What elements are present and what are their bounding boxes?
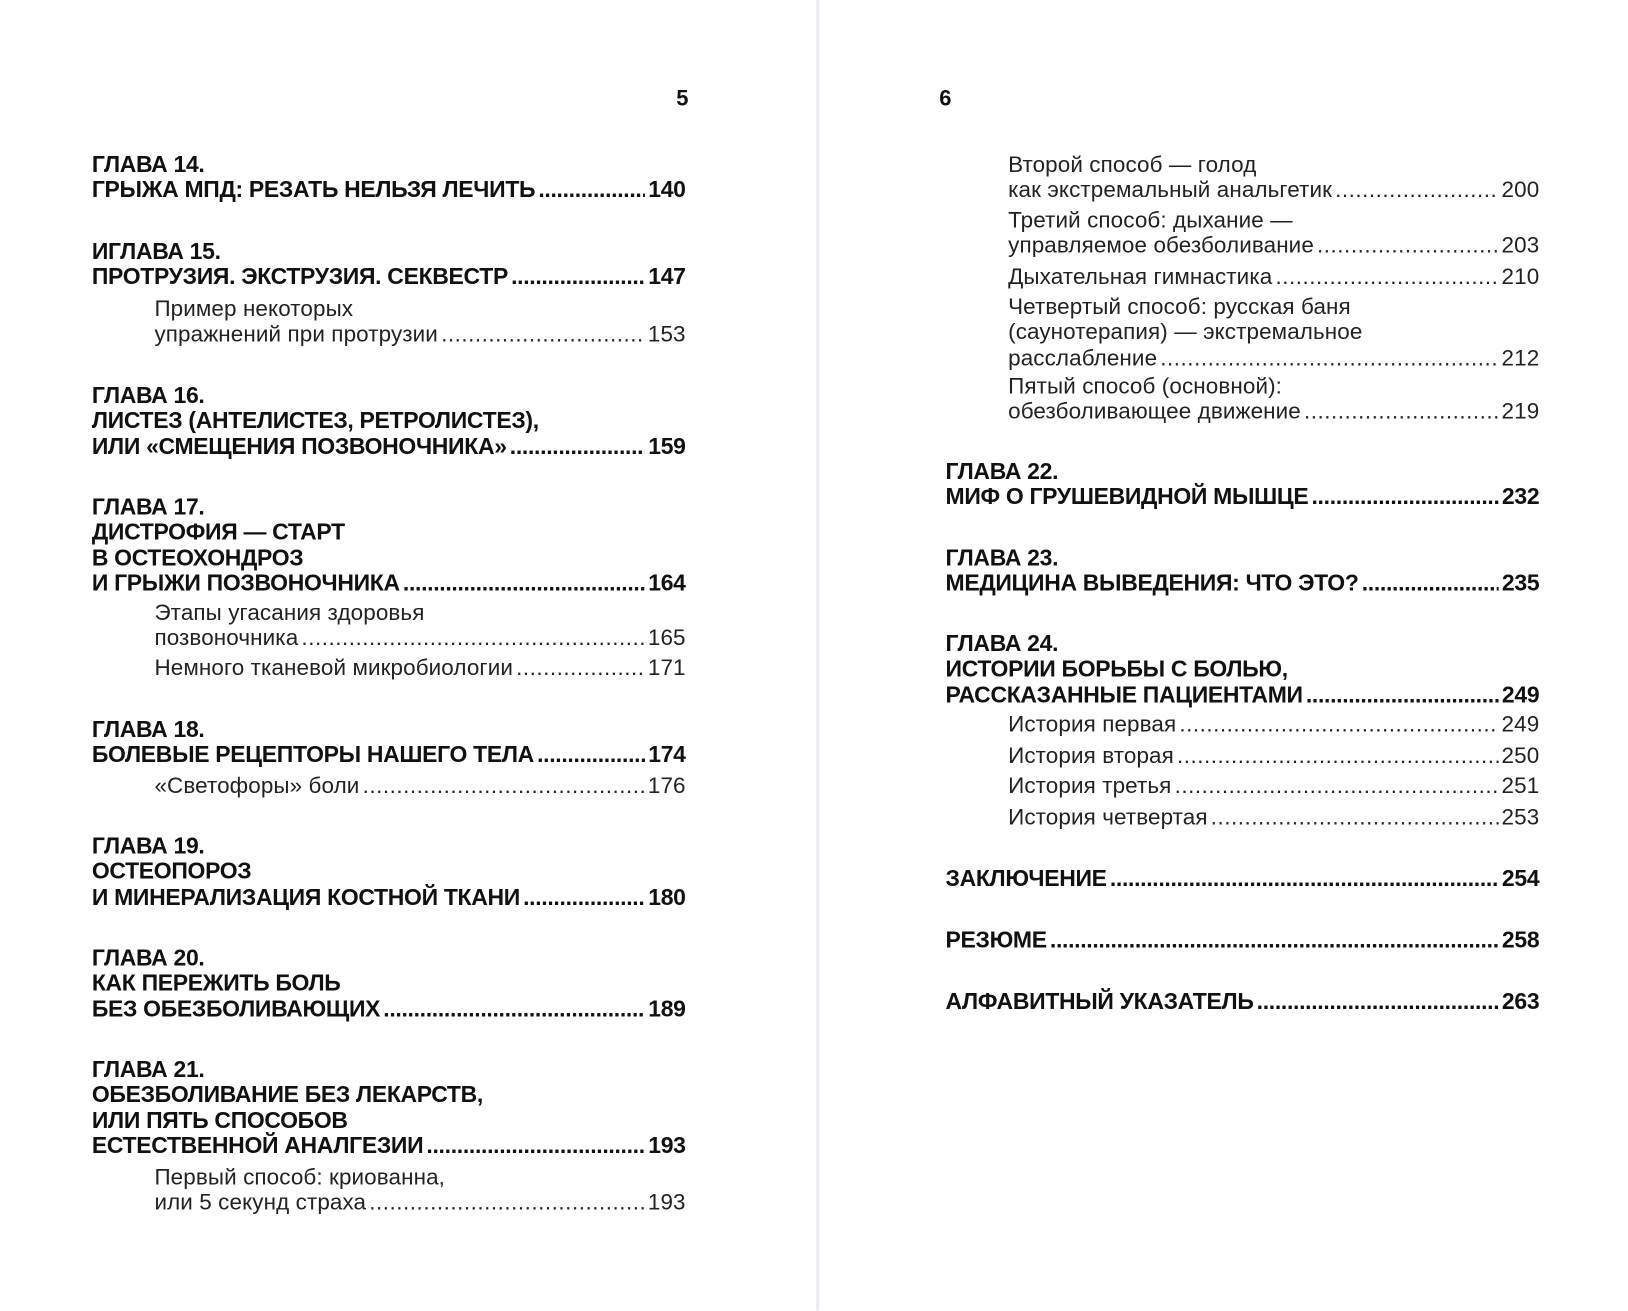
toc-entry-last-line — [1008, 712, 1539, 737]
toc-entry-title-line: упражнений при протрузии — [154, 321, 438, 347]
toc-entry-last-line — [92, 571, 686, 596]
toc-page-number: 263 — [1501, 988, 1540, 1015]
toc-entry-title-line: БОЛЕВЫЕ РЕЦЕПТОРЫ НАШЕГО ТЕЛА — [91, 741, 534, 768]
toc-entry-title-line: ИСТОРИИ БОРЬБЫ С БОЛЬЮ, — [945, 655, 1288, 682]
toc-entry-title-line: ГЛАВА 18. — [91, 715, 205, 742]
toc-page-number: 174 — [648, 741, 686, 768]
toc-entry-last-line — [92, 996, 686, 1021]
toc-sub-entry[interactable] — [1008, 805, 1539, 830]
toc-entry-title-line: ИЛИ ПЯТЬ СПОСОБОВ — [91, 1106, 348, 1133]
toc-chapter-entry[interactable] — [946, 631, 1540, 707]
toc-entry-last-line — [154, 773, 685, 798]
toc-chapter-entry[interactable] — [92, 946, 686, 1022]
toc-page-number: 254 — [1501, 865, 1540, 892]
dot-leader — [538, 178, 645, 203]
toc-entry-title-line: ГЛАВА 24. — [945, 630, 1059, 657]
toc-entry-title-line: И ГРЫЖИ ПОЗВОНОЧНИКА — [91, 569, 400, 596]
toc-entry-last-line — [154, 625, 685, 650]
toc-entry-title-line: ГЛАВА 17. — [91, 493, 205, 520]
dot-leader — [369, 1190, 644, 1215]
toc-entry-last-line — [946, 485, 1540, 510]
toc-entry-last-line — [92, 885, 686, 910]
toc-entry-title-line: История третья — [1008, 773, 1172, 799]
toc-entry-title-line: РАССКАЗАННЫЕ ПАЦИЕНТАМИ — [945, 681, 1303, 708]
toc-entry-last-line — [92, 742, 686, 767]
toc-entry-title-line: ГЛАВА 14. — [91, 151, 205, 178]
toc-entry-title-line: управляемое обезболивание — [1008, 233, 1314, 259]
toc-entry-title-line: ЕСТЕСТВЕННОЙ АНАЛГЕЗИИ — [91, 1132, 424, 1159]
toc-page-number: 189 — [648, 995, 686, 1022]
toc-entry-title-line: ГЛАВА 20. — [91, 944, 205, 971]
dot-leader — [441, 322, 645, 347]
toc-entry-title-line: Дыхательная гимнастика — [1008, 264, 1273, 290]
dot-leader — [1362, 571, 1499, 596]
dot-leader — [1304, 399, 1498, 424]
toc-sub-entry[interactable] — [1008, 712, 1539, 737]
dot-leader — [510, 434, 645, 459]
toc-page-number: 164 — [648, 569, 686, 596]
toc-entry-title-line: ГЛАВА 19. — [91, 832, 205, 859]
toc-sub-entry[interactable] — [154, 655, 685, 680]
toc-entry-last-line — [946, 928, 1540, 953]
toc-page-number: 159 — [648, 432, 686, 459]
dot-leader — [516, 655, 645, 680]
toc-sub-entry[interactable] — [154, 296, 685, 347]
toc-entry-title-line: или 5 секунд страха — [154, 1190, 367, 1216]
toc-entry-title-line: Третий способ: дыхание — — [1008, 207, 1293, 233]
toc-entry-last-line — [92, 178, 686, 203]
toc-page-number: 203 — [1501, 233, 1540, 259]
toc-entry-last-line — [1008, 805, 1539, 830]
dot-leader — [1306, 682, 1499, 707]
toc-entry-title-line: ИГЛАВА 15. — [91, 237, 221, 265]
toc-entry-title-line: Четвертый способ: русская баня — [1008, 294, 1351, 320]
toc-entry-last-line — [92, 1133, 686, 1158]
toc-entry-last-line — [92, 264, 686, 289]
toc-entry-title-line: ИЛИ «СМЕЩЕНИЯ ПОЗВОНОЧНИКА» — [91, 432, 507, 459]
toc-sub-entry[interactable] — [1008, 743, 1539, 768]
toc-page-number: 180 — [648, 883, 686, 910]
toc-entry-title-line: БЕЗ ОБЕЗБОЛИВАЮЩИХ — [91, 995, 381, 1022]
toc-page-number: 171 — [647, 655, 686, 681]
page-number-right: 6 — [939, 86, 952, 111]
toc-entry-title-line: В ОСТЕОХОНДРОЗ — [91, 544, 304, 571]
toc-entry-title-line: ЛИСТЕЗ (АНТЕЛИСТЕЗ, РЕТРОЛИСТЕЗ), — [91, 407, 539, 434]
toc-entry-title-line: Второй способ — голод — [1008, 152, 1257, 178]
dot-leader — [1275, 264, 1498, 289]
toc-sub-entry[interactable] — [154, 600, 685, 651]
toc-entry-last-line — [92, 434, 686, 459]
dot-leader — [363, 773, 645, 798]
toc-page-number: 147 — [648, 263, 686, 290]
toc-page-number: 258 — [1501, 926, 1540, 953]
toc-page-number: 249 — [1501, 681, 1540, 708]
toc-chapter-entry[interactable] — [92, 495, 686, 596]
toc-chapter-entry[interactable] — [946, 546, 1540, 597]
toc-entry-title-line: расслабление — [1008, 345, 1158, 371]
page-number-left: 5 — [676, 86, 689, 111]
toc-entry-title-line: ОСТЕОПОРОЗ — [91, 858, 252, 885]
toc-entry-title-line: обезболивающее движение — [1008, 398, 1301, 425]
dot-leader — [1179, 712, 1498, 737]
toc-entry-last-line — [946, 682, 1540, 707]
toc-entry-title-line: РЕЗЮМЕ — [945, 926, 1047, 953]
toc-page-number: 153 — [647, 321, 686, 347]
toc-page-number: 235 — [1501, 570, 1540, 597]
dot-leader — [301, 625, 644, 650]
toc-chapter-entry[interactable] — [92, 1057, 686, 1158]
dot-leader — [1211, 805, 1499, 830]
toc-entry-title-line: ГЛАВА 23. — [945, 544, 1059, 571]
toc-entry-title-line: ГЛАВА 16. — [91, 381, 205, 409]
toc-entry-last-line — [1008, 233, 1539, 258]
toc-entry-last-line — [1008, 345, 1539, 370]
toc-sub-entry[interactable] — [1008, 264, 1539, 289]
toc-chapter-entry[interactable] — [946, 459, 1540, 510]
toc-page-number: 232 — [1501, 483, 1540, 510]
toc-chapter-entry[interactable] — [946, 989, 1540, 1014]
toc-page-number: 193 — [647, 1190, 686, 1216]
toc-page-number: 250 — [1501, 743, 1540, 769]
toc-entry-last-line — [946, 571, 1540, 596]
toc-entry-title-line: «Светофоры» боли — [154, 773, 360, 799]
toc-sub-entry[interactable] — [1008, 773, 1539, 798]
toc-sub-entry[interactable] — [1008, 294, 1539, 370]
toc-page-number: 210 — [1501, 264, 1540, 290]
toc-entry-last-line — [946, 866, 1540, 891]
toc-page-number: 219 — [1501, 398, 1540, 425]
dot-leader — [403, 571, 645, 596]
toc-entry-title-line: Пример некоторых — [154, 296, 354, 322]
dot-leader — [426, 1133, 645, 1158]
toc-entry-title-line: ГРЫЖА МПД: РЕЗАТЬ НЕЛЬЗЯ ЛЕЧИТЬ — [91, 176, 536, 203]
toc-entry-title-line: (саунотерапия) — экстремальное — [1008, 319, 1363, 345]
toc-entry-title-line: МЕДИЦИНА ВЫВЕДЕНИЯ: ЧТО ЭТО? — [945, 570, 1359, 597]
toc-chapter-entry[interactable] — [946, 866, 1540, 891]
toc-page-number: 251 — [1501, 773, 1540, 799]
toc-sub-entry[interactable] — [154, 1165, 685, 1216]
dot-leader — [511, 264, 645, 289]
toc-entry-title-line: ОБЕЗБОЛИВАНИЕ БЕЗ ЛЕКАРСТВ, — [91, 1081, 483, 1108]
toc-entry-last-line — [154, 322, 685, 347]
dot-leader — [1050, 928, 1499, 953]
dot-leader — [1160, 345, 1498, 370]
toc-entry-title-line: МИФ О ГРУШЕВИДНОЙ МЫШЦЕ — [945, 483, 1309, 510]
toc-page-number: 212 — [1501, 345, 1540, 371]
toc-entry-title-line: Немного тканевой микробиологии — [154, 655, 513, 681]
toc-entry-title-line: АЛФАВИТНЫЙ УКАЗАТЕЛЬ — [945, 988, 1254, 1015]
toc-chapter-entry[interactable] — [92, 239, 686, 290]
toc-page-number: 253 — [1501, 804, 1540, 830]
toc-page-number: 140 — [648, 176, 686, 203]
toc-chapter-entry[interactable] — [92, 834, 686, 910]
dot-leader — [383, 996, 645, 1021]
toc-entry-title-line: ДИСТРОФИЯ — СТАРТ — [91, 518, 345, 546]
dot-leader — [523, 885, 645, 910]
dot-leader — [1317, 233, 1498, 258]
toc-sub-entry[interactable] — [1008, 152, 1539, 203]
toc-chapter-entry[interactable] — [92, 717, 686, 768]
toc-page-number: 200 — [1501, 177, 1540, 203]
dot-leader — [1110, 866, 1499, 891]
toc-entry-title-line: История четвертая — [1008, 804, 1208, 830]
toc-entry-title-line: КАК ПЕРЕЖИТЬ БОЛЬ — [91, 969, 341, 996]
toc-entry-last-line — [1008, 743, 1539, 768]
toc-entry-title-line: позвоночника — [154, 625, 299, 651]
toc-chapter-entry[interactable] — [92, 152, 686, 203]
toc-entry-title-line: ЗАКЛЮЧЕНИЕ — [945, 865, 1107, 892]
toc-entry-last-line — [154, 1190, 685, 1215]
toc-entry-last-line — [1008, 264, 1539, 289]
toc-chapter-entry[interactable] — [92, 383, 686, 459]
toc-sub-entry[interactable] — [1008, 208, 1539, 259]
dot-leader — [1175, 773, 1499, 798]
toc-entry-title-line: Пятый способ (основной): — [1008, 373, 1283, 399]
toc-page-number: 165 — [647, 625, 686, 651]
toc-page-number: 176 — [647, 773, 686, 799]
toc-entry-title-line: ГЛАВА 21. — [91, 1056, 205, 1083]
toc-chapter-entry[interactable] — [946, 928, 1540, 953]
dot-leader — [1335, 178, 1498, 203]
toc-entry-title-line: И МИНЕРАЛИЗАЦИЯ КОСТНОЙ ТКАНИ — [91, 883, 520, 910]
page-gutter-divider — [816, 0, 819, 1311]
dot-leader — [1311, 485, 1498, 510]
toc-sub-entry[interactable] — [154, 773, 685, 798]
toc-entry-last-line — [1008, 399, 1539, 424]
dot-leader — [537, 742, 645, 767]
toc-sub-entry[interactable] — [1008, 374, 1539, 425]
toc-entry-title-line: История первая — [1008, 711, 1177, 737]
toc-entry-title-line: Первый способ: криованна, — [154, 1164, 446, 1190]
dot-leader — [1257, 989, 1499, 1014]
toc-page-number: 193 — [648, 1132, 686, 1159]
toc-entry-last-line — [1008, 773, 1539, 798]
toc-entry-last-line — [154, 655, 685, 680]
toc-entry-title-line: История вторая — [1008, 743, 1174, 769]
toc-entry-last-line — [946, 989, 1540, 1014]
toc-entry-title-line: Этапы угасания здоровья — [154, 600, 425, 626]
toc-entry-title-line: ПРОТРУЗИЯ. ЭКСТРУЗИЯ. СЕКВЕСТР — [91, 263, 508, 290]
toc-entry-title-line: ГЛАВА 22. — [945, 458, 1059, 485]
dot-leader — [1177, 743, 1498, 768]
toc-page-number: 249 — [1501, 711, 1540, 737]
toc-entry-last-line — [1008, 178, 1539, 203]
toc-entry-title-line: как экстремальный анальгетик — [1008, 177, 1333, 203]
